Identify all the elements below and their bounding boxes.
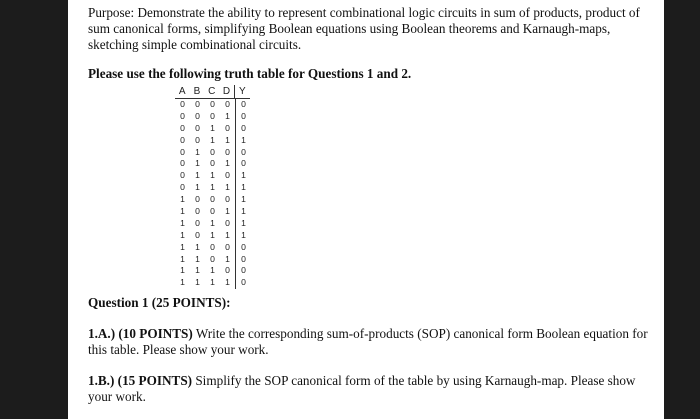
table-cell: 1	[180, 217, 185, 228]
table-row	[175, 242, 251, 254]
table-cell: 0	[235, 123, 251, 135]
table-cell: 1	[225, 134, 230, 145]
table-cell: 1	[210, 182, 215, 193]
table-cell: 0	[225, 99, 230, 109]
table-row	[175, 254, 251, 266]
table-cell: 0	[210, 110, 215, 121]
table-cell: 0	[210, 253, 215, 264]
table-cell: 0	[235, 265, 251, 277]
table-cell: 1	[180, 277, 185, 288]
table-cell: 0	[210, 206, 215, 217]
header-c: C	[208, 86, 216, 97]
table-cell: 1	[235, 182, 251, 194]
truth-table-body	[175, 99, 251, 289]
table-cell: 0	[180, 110, 185, 121]
question-1a	[88, 326, 648, 358]
table-row	[175, 111, 251, 123]
table-row	[175, 123, 251, 135]
table-cell: 0	[180, 170, 185, 181]
question-1b-text: Simplify the SOP canonical form of the table by using Karnaugh-map. Please show your work.	[88, 373, 636, 404]
header-b: B	[193, 86, 201, 97]
table-cell: 1	[210, 265, 215, 276]
table-cell: 1	[210, 229, 215, 240]
header-y: Y	[234, 85, 250, 98]
header-d: D	[222, 86, 231, 97]
table-cell: 0	[180, 146, 185, 157]
table-row	[175, 206, 251, 218]
table-row	[175, 265, 251, 277]
table-cell: 1	[210, 122, 215, 133]
table-cell: 0	[235, 254, 251, 266]
table-cell: 0	[225, 146, 230, 157]
table-cell: 0	[180, 99, 185, 109]
table-row	[175, 277, 251, 289]
table-cell: 0	[180, 134, 185, 145]
table-cell: 0	[225, 241, 230, 252]
table-cell: 0	[225, 217, 230, 228]
table-cell: 1	[180, 253, 185, 264]
table-cell: 1	[225, 277, 230, 288]
table-cell: 1	[235, 135, 251, 147]
table-row	[175, 135, 251, 147]
table-cell: 1	[210, 134, 215, 145]
header-a: A	[178, 86, 186, 97]
table-cell: 0	[235, 147, 251, 159]
table-cell: 1	[195, 277, 200, 288]
table-cell: 0	[235, 111, 251, 123]
table-cell: 0	[195, 110, 200, 121]
table-cell: 0	[195, 206, 200, 217]
table-row	[175, 182, 251, 194]
table-cell: 0	[180, 158, 185, 169]
table-cell: 0	[225, 265, 230, 276]
table-cell: 0	[195, 217, 200, 228]
table-row	[175, 147, 251, 159]
truth-table	[175, 85, 251, 289]
table-cell: 1	[225, 253, 230, 264]
table-cell: 1	[195, 170, 200, 181]
table-cell: 1	[225, 110, 230, 121]
question-1a-label: 1.A.) (10 POINTS)	[88, 326, 193, 341]
table-cell: 0	[210, 241, 215, 252]
table-cell: 1	[235, 194, 251, 206]
purpose-paragraph	[88, 5, 648, 53]
table-cell: 1	[180, 241, 185, 252]
table-cell: 0	[235, 242, 251, 254]
question-1b	[88, 373, 648, 405]
table-cell: 1	[195, 253, 200, 264]
purpose-label: Purpose:	[88, 5, 135, 20]
truth-table-header	[175, 85, 250, 99]
table-row	[175, 218, 251, 230]
table-cell: 0	[195, 194, 200, 205]
table-cell: 1	[235, 170, 251, 182]
document-page	[68, 0, 664, 419]
question-1-title: Question 1 (25 POINTS):	[88, 295, 231, 310]
table-row	[175, 99, 251, 111]
table-cell: 1	[210, 277, 215, 288]
table-cell: 0	[195, 99, 200, 109]
table-cell: 0	[210, 99, 215, 109]
table-cell: 1	[225, 206, 230, 217]
table-cell: 1	[180, 206, 185, 217]
table-cell: 1	[195, 182, 200, 193]
table-row	[175, 194, 251, 206]
question-1b-label: 1.B.) (15 POINTS)	[88, 373, 193, 388]
table-cell: 1	[210, 217, 215, 228]
table-cell: 1	[235, 206, 251, 218]
table-row	[175, 230, 251, 242]
table-cell: 0	[180, 182, 185, 193]
table-cell: 1	[195, 241, 200, 252]
table-cell: 1	[235, 230, 251, 242]
table-cell: 0	[195, 134, 200, 145]
table-cell: 0	[195, 122, 200, 133]
table-row	[175, 170, 251, 182]
table-cell: 1	[180, 265, 185, 276]
table-cell: 1	[180, 194, 185, 205]
table-cell: 1	[225, 158, 230, 169]
table-cell: 0	[235, 277, 251, 289]
table-cell: 1	[225, 182, 230, 193]
table-cell: 1	[180, 229, 185, 240]
table-cell: 1	[195, 146, 200, 157]
table-cell: 0	[235, 158, 251, 170]
table-cell: 0	[210, 158, 215, 169]
table-cell: 0	[180, 122, 185, 133]
question-1a-text: Write the corresponding sum-of-products (SOP) canonical form Boolean equation for this table. Please show your work.	[88, 326, 648, 357]
table-cell: 0	[195, 229, 200, 240]
table-cell: 1	[225, 229, 230, 240]
table-cell: 0	[235, 99, 251, 111]
table-cell: 0	[210, 146, 215, 157]
table-cell: 1	[195, 265, 200, 276]
table-cell: 1	[210, 170, 215, 181]
purpose-text: Demonstrate the ability to represent combinational logic circuits in sum of products, product of sum canonical forms, simplifying Boolean equations using Boolean theorems and Karnaugh-maps, sketching simple combinational circuits.	[88, 5, 640, 52]
instruction-heading: Please use the following truth table for Questions 1 and 2.	[88, 66, 412, 81]
table-cell: 1	[235, 218, 251, 230]
table-row	[175, 158, 251, 170]
table-cell: 1	[195, 158, 200, 169]
table-cell: 0	[225, 170, 230, 181]
table-cell: 0	[225, 122, 230, 133]
table-cell: 0	[210, 194, 215, 205]
table-cell: 0	[225, 194, 230, 205]
